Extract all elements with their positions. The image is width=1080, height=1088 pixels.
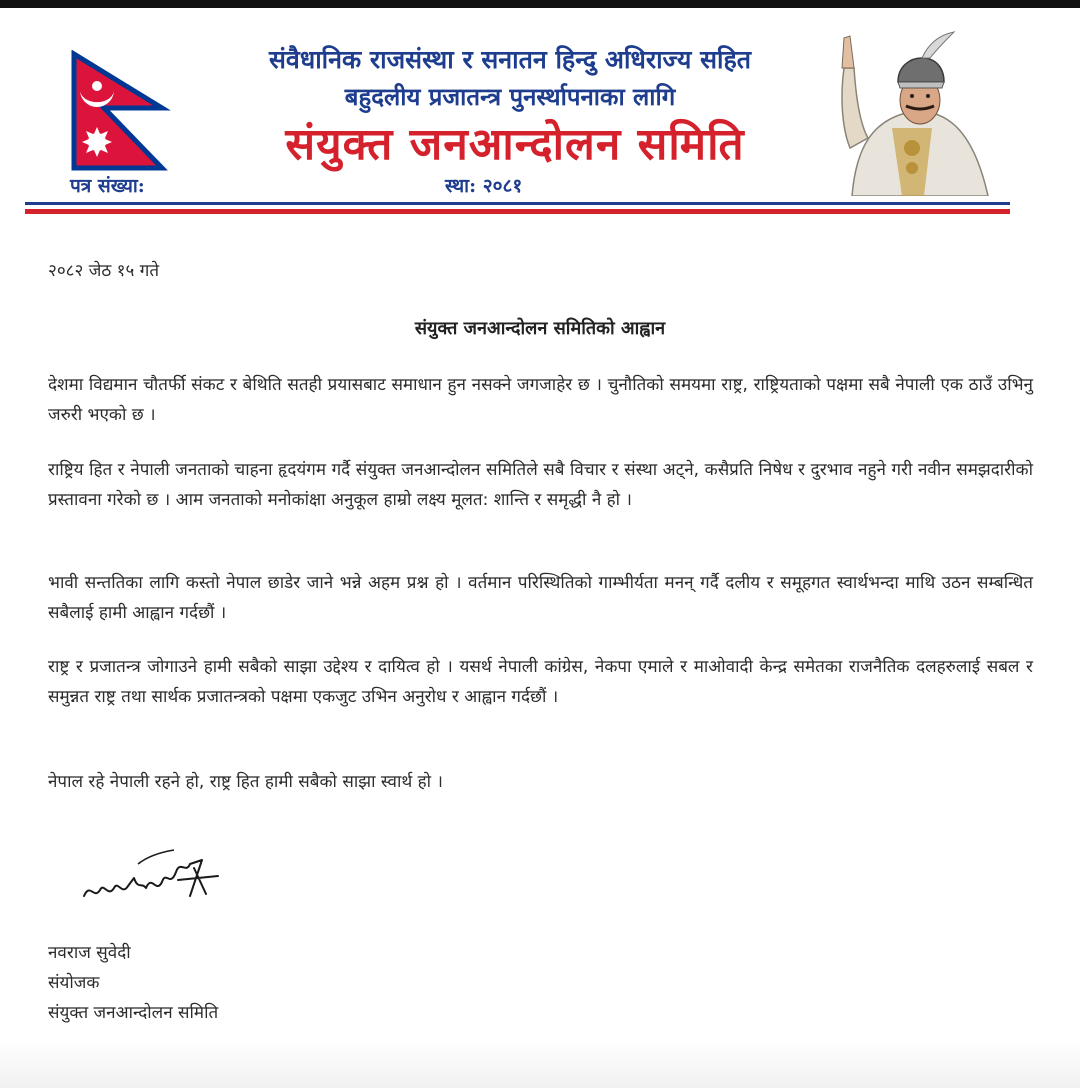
- handwritten-signature: [78, 838, 238, 918]
- signatory-organization: संयुक्त जनआन्दोलन समिति: [48, 1003, 219, 1023]
- top-edge-bar: [0, 0, 1080, 8]
- header-line-1: संवैधानिक राजसंस्था र सनातन हिन्दु अधिराज्य सहित: [269, 45, 751, 74]
- paragraph-4: राष्ट्र र प्रजातन्त्र जोगाउने हामी सबैको साझा उद्देश्य र दायित्व हो । यसर्थ नेपाली कांग्रेस, नेकपा एमाले र माओवादी केन्द्र समेतका राजनैतिक दलहरुलाई सबल र समुन्नत राष्ट्र तथा सार्थक प्रजातन्त्रको पक्षमा एकजुट उभिन अनुरोध र आह्वान गर्दछौं ।: [48, 657, 1033, 707]
- letter-date: २०८२ जेठ १५ गते: [48, 261, 160, 281]
- header-rule-red: [25, 209, 1010, 214]
- organization-title: संयुक्त जनआन्दोलन समिति: [285, 119, 745, 170]
- paragraph-2: राष्ट्रिय हित र नेपाली जनताको चाहना हृदयंगम गर्दै संयुक्त जनआन्दोलन समितिले सबै विचार र संस्था अट्ने, कसैप्रति निषेध र दुरभाव नहुने गरी नवीन समझदारीको प्रस्तावना गरेको छ । आम जनताको मनोकांक्षा अनुकूल हाम्रो लक्ष्य मूलत: शान्ति र समृद्धी नै हो ।: [48, 460, 1033, 510]
- signatory-role: संयोजक: [48, 973, 100, 993]
- paragraph-1: देशमा विद्यमान चौतर्फी संकट र बेथिति सतही प्रयासबाट समाधान हुन नसक्ने जगजाहेर छ । चुनौतिको समयमा राष्ट्र, राष्ट्रियताको पक्षमा सबै नेपाली एक ठाउँ उभिनु जरुरी भएको छ ।: [48, 375, 1033, 425]
- paragraph-5: नेपाल रहे नेपाली रहने हो, राष्ट्र हित हामी सबैको साझा स्वार्थ हो ।: [48, 772, 443, 792]
- established-year: स्था: २०८१: [445, 175, 523, 197]
- letter-title: संयुक्त जनआन्दोलन समितिको आह्वान: [414, 318, 666, 339]
- header-line-2: बहुदलीय प्रजातन्त्र पुनर्स्थापनाका लागि: [344, 82, 676, 111]
- paragraph-3: भावी सन्ततिका लागि कस्तो नेपाल छाडेर जाने भन्ने अहम प्रश्न हो । वर्तमान परिस्थितिको गाम्भीर्यता मनन् गर्दै दलीय र समूहगत स्वार्थभन्दा माथि उठन सम्बन्धित सबैलाई हामी आह्वान गर्दछौं ।: [48, 573, 1033, 623]
- header-rule-blue: [25, 202, 1010, 205]
- king-portrait-icon: [832, 28, 992, 196]
- nepal-flag-icon: [70, 50, 175, 172]
- bottom-fade: [0, 1040, 1080, 1088]
- letter-number-label: पत्र संख्या:: [70, 175, 145, 197]
- signatory-name: नवराज सुवेदी: [48, 943, 131, 963]
